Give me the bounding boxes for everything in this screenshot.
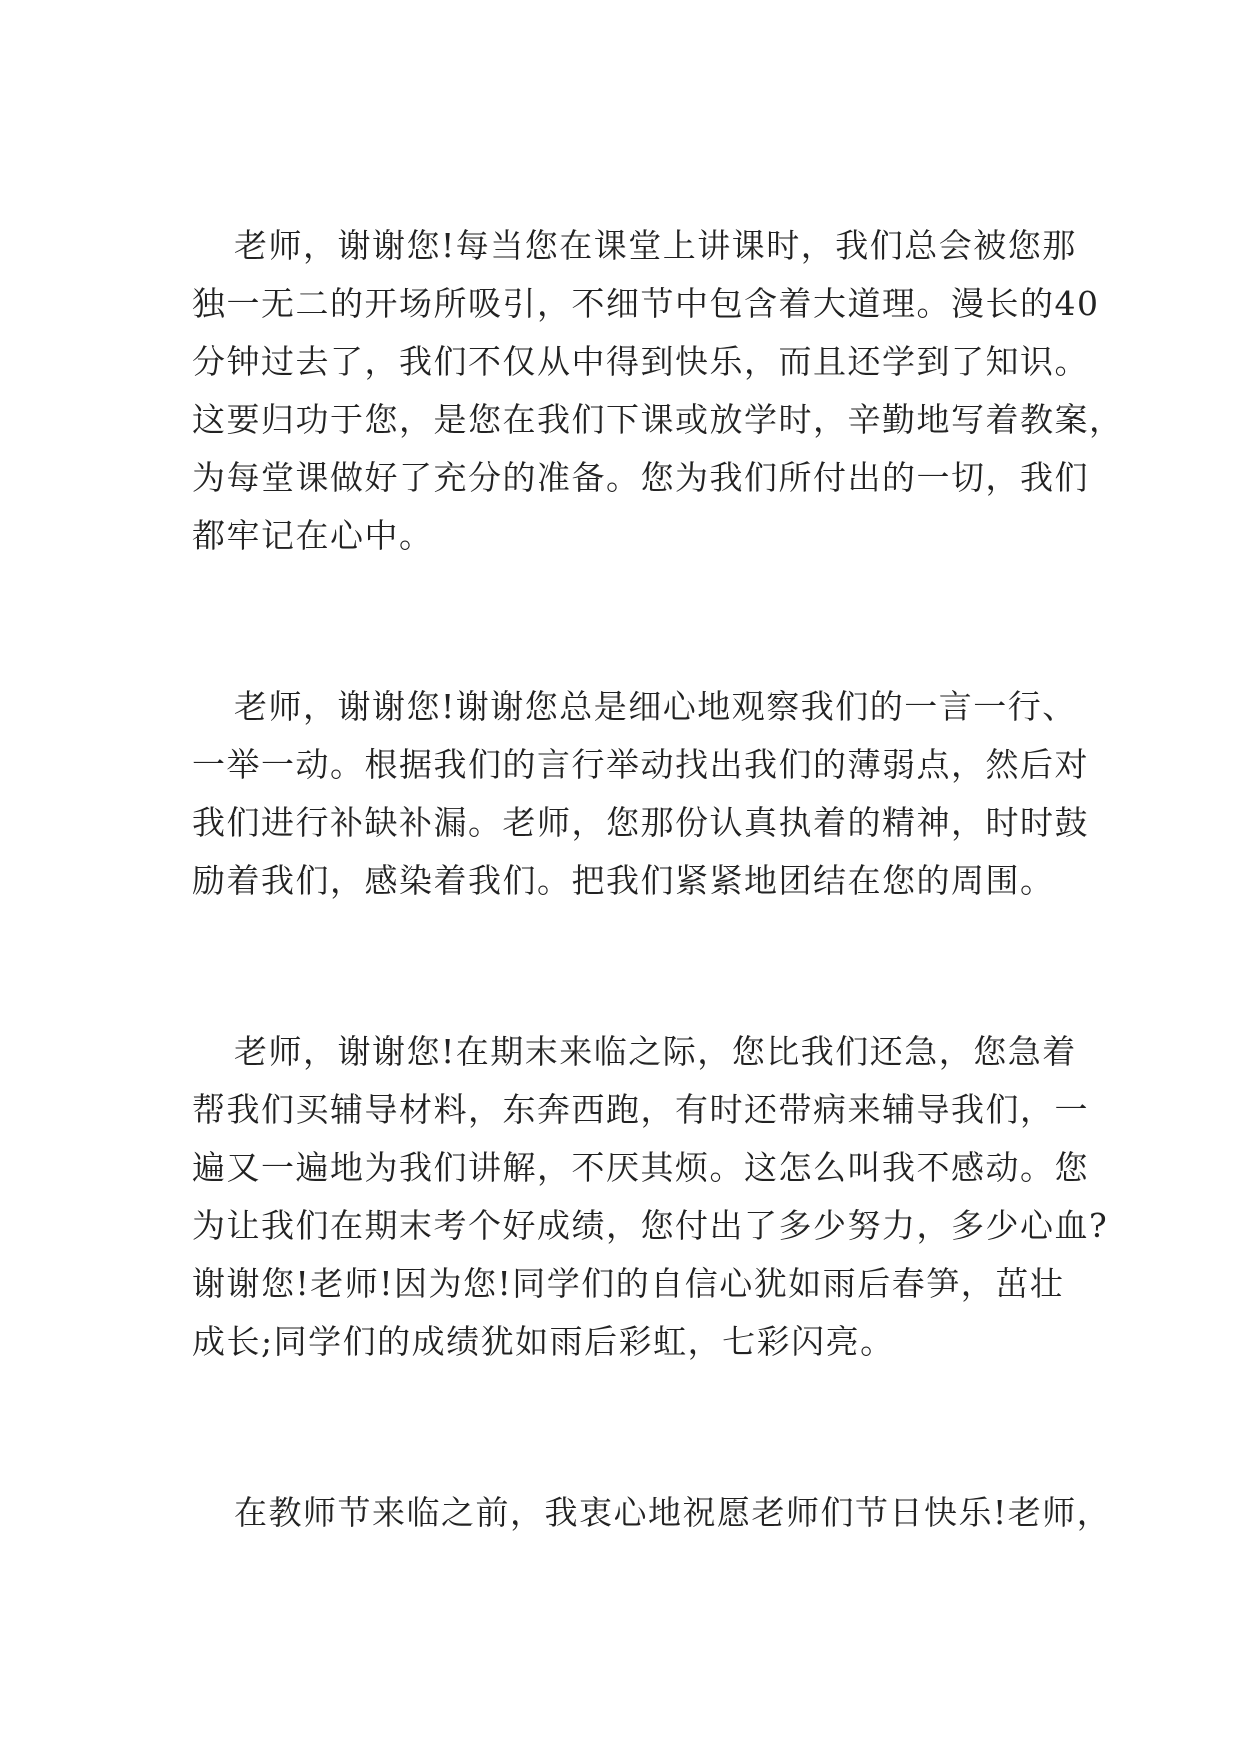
paragraph-line: 老师，谢谢您!每当您在课堂上讲课时，我们总会被您那 (234, 226, 1077, 265)
paragraph-line: 为每堂课做好了充分的准备。您为我们所付出的一切，我们 (192, 458, 1089, 497)
paragraph-line: 这要归功于您，是您在我们下课或放学时，辛勤地写着教案， (192, 400, 1124, 439)
paragraph-3 (192, 1023, 1109, 1371)
paragraph-line: 独一无二的开场所吸引，不细节中包含着大道理。漫长的40 (192, 284, 1100, 323)
paragraph-line: 老师，谢谢您!在期末来临之际，您比我们还急，您急着 (234, 1032, 1077, 1071)
paragraph-1 (192, 217, 1124, 565)
paragraph-line: 遍又一遍地为我们讲解，不厌其烦。这怎么叫我不感动。您 (192, 1148, 1089, 1187)
paragraph-line: 在教师节来临之前，我衷心地祝愿老师们节日快乐!老师， (234, 1493, 1112, 1532)
paragraph-line: 励着我们，感染着我们。把我们紧紧地团结在您的周围。 (192, 861, 1055, 900)
paragraph-line: 我们进行补缺补漏。老师，您那份认真执着的精神，时时鼓 (192, 803, 1089, 842)
paragraph-line: 帮我们买辅导材料，东奔西跑，有时还带病来辅导我们，一 (192, 1090, 1089, 1129)
paragraph-line: 老师，谢谢您!谢谢您总是细心地观察我们的一言一行、 (234, 687, 1077, 726)
paragraph-4 (192, 1484, 1112, 1542)
paragraph-2 (192, 678, 1089, 910)
paragraph-line: 谢谢您!老师!因为您!同学们的自信心犹如雨后春笋，茁壮 (192, 1264, 1065, 1303)
paragraph-line: 一举一动。根据我们的言行举动找出我们的薄弱点，然后对 (192, 745, 1089, 784)
paragraph-line: 为让我们在期末考个好成绩，您付出了多少努力，多少心血? (192, 1206, 1109, 1245)
paragraph-line: 分钟过去了，我们不仅从中得到快乐，而且还学到了知识。 (192, 342, 1089, 381)
paragraph-line: 成长;同学们的成绩犹如雨后彩虹，七彩闪亮。 (192, 1322, 895, 1361)
paragraph-line: 都牢记在心中。 (192, 516, 434, 555)
